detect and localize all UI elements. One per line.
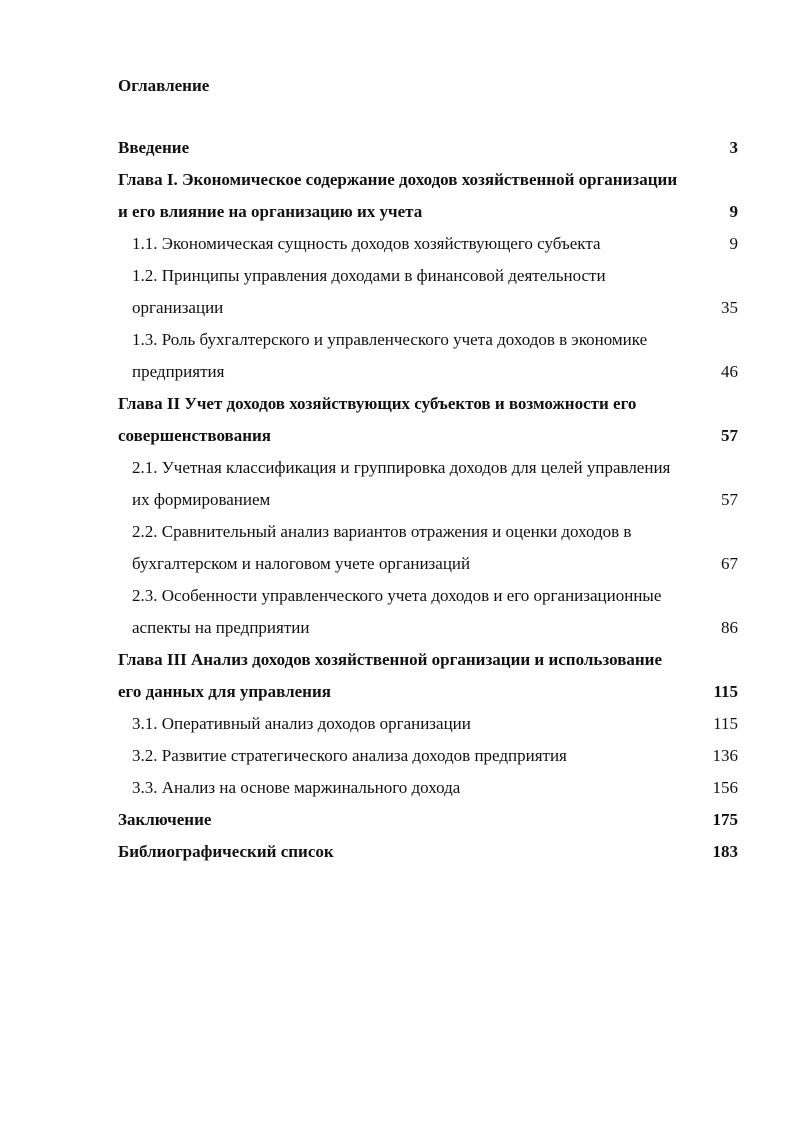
toc-entry-1-3 (132, 328, 738, 352)
toc-entry-1-2-cont (132, 296, 738, 320)
toc-entry-text: 3.3. Анализ на основе маржинального дохода (132, 778, 461, 797)
toc-entry-text: Библиографический список (118, 842, 334, 861)
toc-entry-page: 67 (721, 554, 738, 573)
toc-entry-bibliography (118, 840, 738, 864)
toc-entry-text: его данных для управления (118, 682, 331, 701)
toc-entry-text: 1.2. Принципы управления доходами в финансовой деятельности (132, 266, 606, 285)
toc-entry-text: 3.2. Развитие стратегического анализа доходов предприятия (132, 746, 567, 765)
toc-entry-text: Глава II Учет доходов хозяйствующих субъектов и возможности его (118, 394, 637, 413)
toc-entry-page: 175 (712, 810, 738, 829)
toc-entry-text: аспекты на предприятии (132, 618, 310, 637)
toc-entry-page: 183 (712, 842, 738, 861)
toc-entry-1-3-cont (132, 360, 738, 384)
toc-entry-3-2 (132, 744, 738, 768)
toc-entry-text: 2.1. Учетная классификация и группировка доходов для целей управления (132, 458, 671, 477)
toc-entry-text: Глава I. Экономическое содержание доходов хозяйственной организации (118, 170, 678, 189)
toc-entry-page: 86 (721, 618, 738, 637)
toc-entry-text: предприятия (132, 362, 225, 381)
toc-entry-3-1 (132, 712, 738, 736)
toc-title: Оглавление (118, 76, 210, 95)
toc-entry-2-1-cont (132, 488, 738, 512)
toc-entry-page: 115 (713, 682, 738, 701)
toc-entry-page: 156 (712, 778, 738, 797)
toc-entry-introduction (118, 136, 738, 160)
toc-entry-text: и его влияние на организацию их учета (118, 202, 423, 221)
toc-entry-page: 115 (713, 714, 738, 733)
toc-entry-chapter-1-cont (118, 200, 738, 224)
toc-entry-text: их формированием (132, 490, 271, 509)
toc-entry-conclusion (118, 808, 738, 832)
toc-entry-chapter-3-cont (118, 680, 738, 704)
toc-entry-page: 57 (721, 490, 738, 509)
toc-entry-text: Глава III Анализ доходов хозяйственной организации и использование (118, 650, 663, 669)
toc-entry-page: 35 (721, 298, 738, 317)
toc-entry-text: 1.1. Экономическая сущность доходов хозяйствующего субъекта (132, 234, 601, 253)
toc-entry-1-2 (132, 264, 738, 288)
toc-entry-page: 136 (712, 746, 738, 765)
toc-entry-text: совершенствования (118, 426, 271, 445)
toc-entry-2-3 (132, 584, 738, 608)
toc-entry-text: Заключение (118, 810, 212, 829)
toc-entry-2-2 (132, 520, 738, 544)
toc-entry-2-1 (132, 456, 738, 480)
toc-entry-chapter-2 (118, 392, 738, 416)
toc-entry-page: 46 (721, 362, 738, 381)
toc-entry-text: Введение (118, 138, 190, 157)
toc-entry-text: 2.3. Особенности управленческого учета доходов и его организационные (132, 586, 662, 605)
toc-entry-2-2-cont (132, 552, 738, 576)
toc-entry-chapter-1 (118, 168, 738, 192)
toc-entry-page: 57 (721, 426, 738, 445)
toc-entry-page: 9 (729, 234, 738, 253)
toc-entry-2-3-cont (132, 616, 738, 640)
toc-entry-chapter-3 (118, 648, 738, 672)
toc-entry-text: 3.1. Оперативный анализ доходов организации (132, 714, 471, 733)
toc-entry-page: 3 (729, 138, 738, 157)
toc-entry-chapter-2-cont (118, 424, 738, 448)
toc-entry-text: бухгалтерском и налоговом учете организаций (132, 554, 471, 573)
toc-entry-1-1 (132, 232, 738, 256)
toc-entry-text: 2.2. Сравнительный анализ вариантов отражения и оценки доходов в (132, 522, 632, 541)
toc-entry-text: 1.3. Роль бухгалтерского и управленческого учета доходов в экономике (132, 330, 648, 349)
toc-entry-3-3 (132, 776, 738, 800)
toc-entry-page: 9 (729, 202, 738, 221)
toc-entry-text: организации (132, 298, 224, 317)
